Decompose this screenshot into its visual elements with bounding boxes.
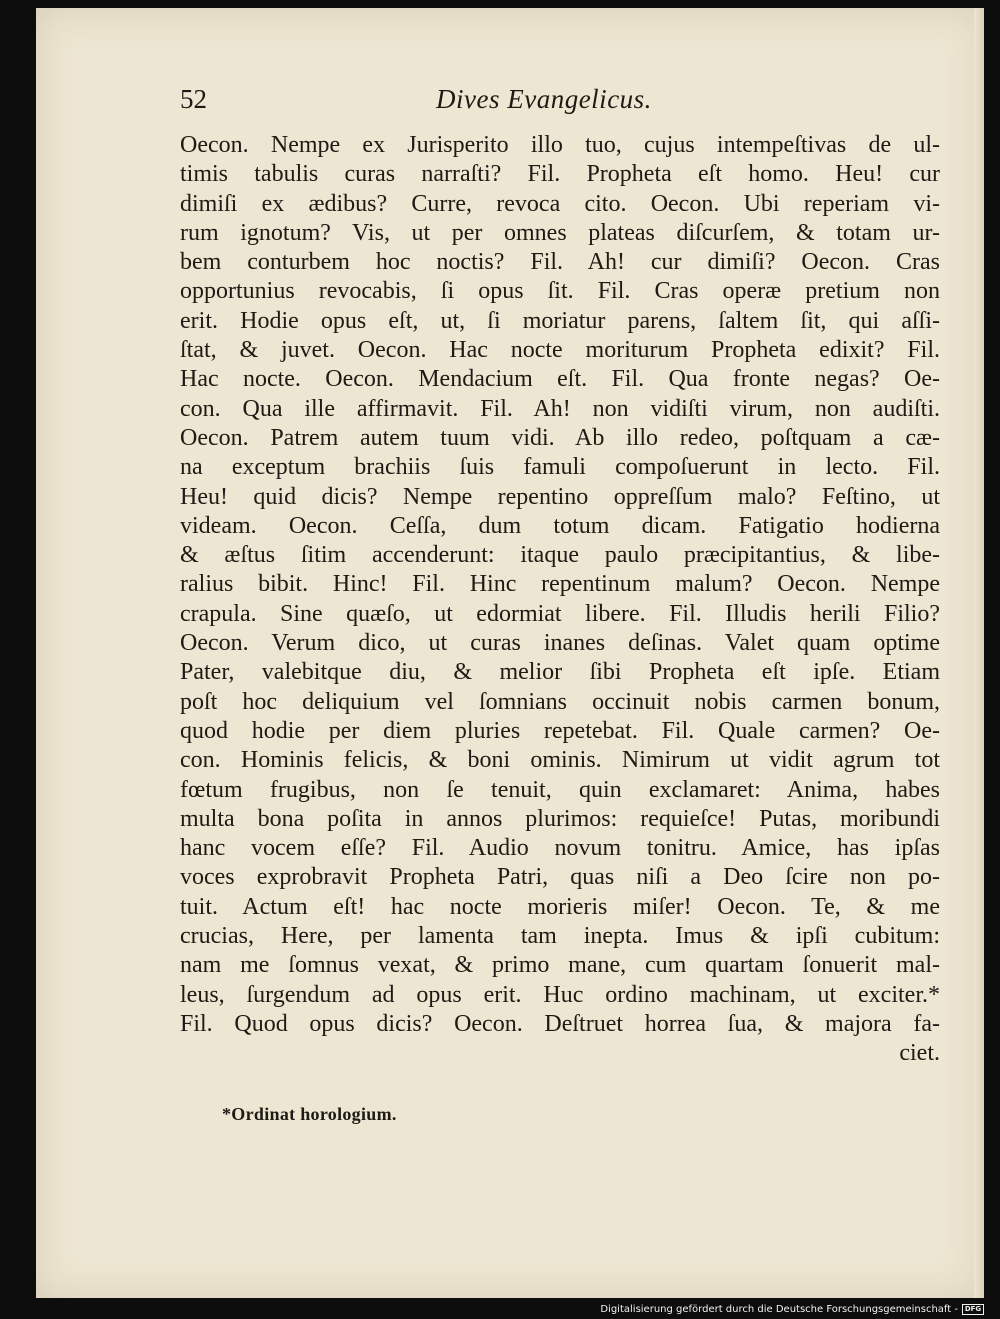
text-line: con. Hominis felicis, & boni ominis. Nimirum ut vidit agrum tot <box>180 747 940 774</box>
text-line: nam me ſomnus vexat, & primo mane, cum quartam ſonuerit mal- <box>180 952 940 979</box>
text-line: na exceptum brachiis ſuis famuli compoſuerunt in lecto. Fil. <box>180 454 940 481</box>
text-line: rum ignotum? Vis, ut per omnes plateas diſcurſem, & totam ur- <box>180 219 940 246</box>
text-line: videam. Oecon. Ceſſa, dum totum dicam. Fatigatio hodierna <box>180 512 940 539</box>
text-line: hanc vocem eſſe? Fil. Audio novum tonitru. Amice, has ipſas <box>180 835 940 862</box>
text-line: ſtat, & juvet. Oecon. Hac nocte moriturum Propheta edixit? Fil. <box>180 337 940 364</box>
text-line: timis tabulis curas narraſti? Fil. Propheta eſt homo. Heu! cur <box>180 161 940 188</box>
text-line: erit. Hodie opus eſt, ut, ſi moriatur parens, ſaltem ſit, qui aſſi- <box>180 307 940 334</box>
text-line: fœtum frugibus, non ſe tenuit, quin exclamaret: Anima, habes <box>180 776 940 803</box>
running-title: Dives Evangelicus. <box>436 84 652 114</box>
text-line: Oecon. Nempe ex Jurisperito illo tuo, cujus intempeſtivas de ul- <box>180 132 940 158</box>
footnote: *Ordinat horologium. <box>222 1104 397 1124</box>
text-line: crapula. Sine quæſo, ut edormiat libere. Fil. Illudis herili Filio? <box>180 600 940 627</box>
credit-text: Digitalisierung gefördert durch die Deutsche Forschungsgemeinschaft - <box>600 1304 958 1315</box>
text-line: crucias, Here, per lamenta tam inepta. Imus & ipſi cubitum: <box>180 923 940 950</box>
text-line: quod hodie per diem pluries repetebat. Fil. Quale carmen? Oe- <box>180 717 940 744</box>
text-line: leus, ſurgendum ad opus erit. Huc ordino machinam, ut exciter.* <box>180 981 940 1008</box>
text-line: opportunius revocabis, ſi opus ſit. Fil. Cras operæ pretium non <box>180 278 940 305</box>
text-line: voces exprobravit Propheta Patri, quas niſi a Deo ſcire non po- <box>180 864 940 891</box>
text-line: Pater, valebitque diu, & melior ſibi Propheta eſt ipſe. Etiam <box>180 659 940 686</box>
text-line: Heu! quid dicis? Nempe repentino oppreſſum malo? Feſtino, ut <box>180 483 940 510</box>
text-line: bem conturbem hoc noctis? Fil. Ah! cur dimiſi? Oecon. Cras <box>180 249 940 276</box>
digitization-credit <box>600 1304 984 1315</box>
text-line: Oecon. Verum dico, ut curas inanes deſinas. Valet quam optime <box>180 630 940 657</box>
text-line: multa bona poſita in annos plurimos: requieſce! Putas, moribundi <box>180 805 940 832</box>
text-line: Fil. Quod opus dicis? Oecon. Deſtruet horrea ſua, & majora fa- <box>180 1010 940 1037</box>
page-number: 52 <box>180 84 207 114</box>
text-line: dimiſi ex ædibus? Curre, revoca cito. Oecon. Ubi reperiam vi- <box>180 190 940 217</box>
text-line: Hac nocte. Oecon. Mendacium eſt. Fil. Qua fronte negas? Oe- <box>180 366 940 393</box>
text-line: tuit. Actum eſt! hac nocte morieris miſer! Oecon. Te, & me <box>180 893 940 920</box>
text-line: poſt hoc deliquium vel ſomnians occinuit nobis carmen bonum, <box>180 688 940 715</box>
text-line: & æſtus ſitim accenderunt: itaque paulo præcipitantius, & libe- <box>180 542 940 569</box>
running-head <box>180 84 670 120</box>
text-line: Oecon. Patrem autem tuum vidi. Ab illo redeo, poſtquam a cæ- <box>180 424 940 451</box>
text-line-last: ciet. <box>899 1040 940 1067</box>
text-line: ralius bibit. Hinc! Fil. Hinc repentinum malum? Oecon. Nempe <box>180 571 940 598</box>
text-line: con. Qua ille affirmavit. Fil. Ah! non vidiſti virum, non audiſti. <box>180 395 940 422</box>
body-text <box>180 131 940 1069</box>
page-edge <box>974 8 984 1298</box>
dfg-logo-icon: DFG <box>962 1304 984 1315</box>
